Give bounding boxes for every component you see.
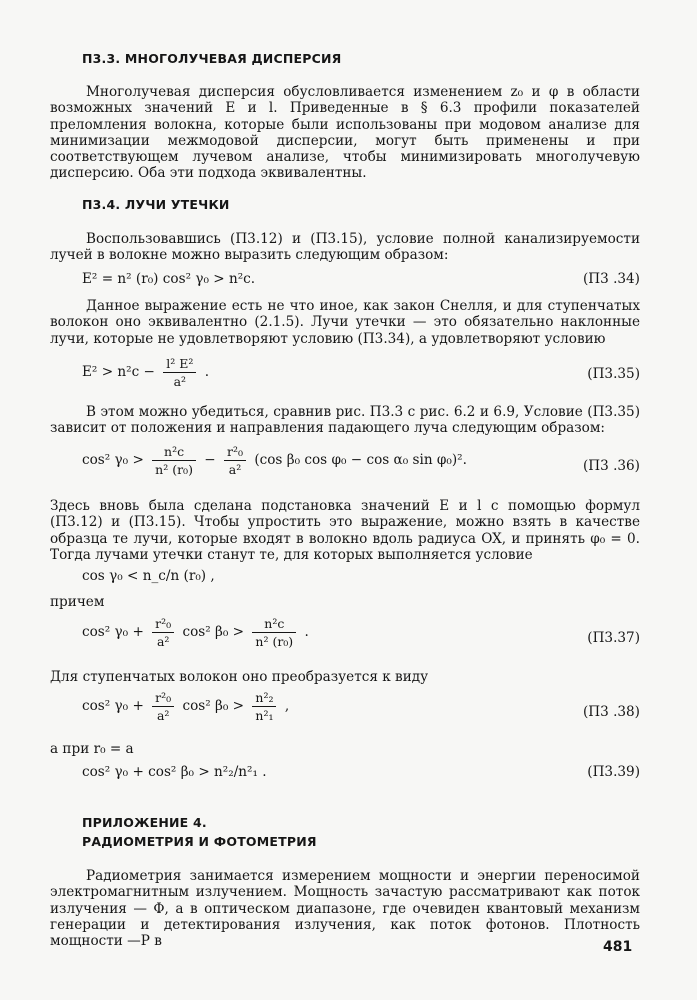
equation-number: (П3.37) — [587, 630, 640, 646]
equation-p3-38: cos² γ₀ + $\frac{\text{r²₀}}{\text{a²}}$ cos² β₀ > $\frac{\text{n²₂}}{\text{n²₁}}$ , (П3 .38) — [82, 690, 640, 723]
appendix-title-line2: РАДИОМЕТРИЯ И ФОТОМЕТРИЯ — [82, 834, 317, 849]
fraction: $\frac{\text{n²c}}{\text{n² (r₀)}}$ — [152, 444, 196, 477]
condition-a-pri: а при r₀ = a — [50, 741, 134, 757]
paragraph: Здесь вновь была сделана подстановка значений E и l с помощью формул (П3.12) и (П3.15). Чтобы упростить это выражение, можно взять в качестве образца те лучи, которые входят в волокно вдоль радиуса OX, и принять φ₀ = 0. Тогда лучами утечки станут те, для которых выполняется условие — [50, 498, 640, 563]
equation-number: (П3 .38) — [582, 704, 640, 720]
equation-p3-35: E² > n²c − $\frac{\text{l² E²}}{\text{a²}}$ . (П3.35) — [82, 356, 640, 389]
paragraph: Многолучевая дисперсия обусловливается изменением z₀ и φ в области возможных значений E и l. Приведенные в § 6.3 профили показателей преломления волокна, которые были использованы при модовом анализе для минимизации межмодовой дисперсии, могут быть применены и при соответствующем лучевом анализе, чтобы минимизировать многолучевую дисперсию. Оба эти подхода эквивалентны. — [50, 84, 640, 182]
word-prichem: причем — [50, 594, 105, 610]
equation-number: (П3 .36) — [582, 458, 640, 474]
equation-p3-36: cos² γ₀ > $\frac{\text{n²c}}{\text{n² (r₀)}}$ − $\frac{\text{r²₀}}{\text{a²}}$ (cos β₀ cos φ₀ − cos α₀ sin φ₀)². (П3 .36) — [82, 444, 640, 477]
equation-expression: cos² γ₀ + cos² β₀ > n²₂/n²₁ . — [82, 764, 267, 780]
condition-line: cos γ₀ < n_c/n (r₀) , — [82, 568, 215, 584]
paragraph: Для ступенчатых волокон оно преобразуется к виду — [50, 669, 429, 685]
equation-expression: E² = n² (r₀) cos² γ₀ > n²c. — [82, 271, 256, 287]
paragraph: Данное выражение есть не что иное, как закон Снелля, и для ступенчатых волокон оно эквивалентно (2.1.5). Лучи утечки — это обязательно наклонные лучи, которые не удовлетворяют условию (П3.34), а удовлетворяют условию — [50, 298, 640, 347]
section-title-p3-3: П3.3. МНОГОЛУЧЕВАЯ ДИСПЕРСИЯ — [82, 51, 342, 66]
fraction: $\frac{\text{r²₀}}{\text{a²}}$ — [152, 690, 174, 723]
paragraph: В этом можно убедиться, сравнив рис. П3.3 с рис. 6.2 и 6.9, Условие (П3.35) зависит от положения и направления падающего луча следующим образом: — [50, 404, 640, 437]
fraction: $\frac{\text{l² E²}}{\text{a²}}$ — [163, 356, 196, 389]
page-number: 481 — [603, 939, 633, 955]
equation-number: (П3.39) — [587, 764, 640, 780]
fraction: $\frac{\text{n²c}}{\text{n² (r₀)}}$ — [252, 616, 296, 649]
paragraph: Радиометрия занимается измерением мощности и энергии переносимой электромагнитным излучением. Мощность зачастую рассматривают как поток излучения — Φ, а в оптическом диапазоне, где очевиден квантовый механизм генерации и детектирования излучения, как поток фотонов. Плотность мощности —P в — [50, 868, 640, 950]
fraction: $\frac{\text{r²₀}}{\text{a²}}$ — [224, 444, 246, 477]
equation-lhs: E² > n²c − — [82, 364, 155, 380]
fraction: $\frac{\text{r²₀}}{\text{a²}}$ — [152, 616, 174, 649]
equation-p3-37: cos² γ₀ + $\frac{\text{r²₀}}{\text{a²}}$ cos² β₀ > $\frac{\text{n²c}}{\text{n² (r₀)}}$ . (П3.37) — [82, 616, 640, 649]
fraction: $\frac{\text{n²₂}}{\text{n²₁}}$ — [252, 690, 276, 723]
paragraph: Воспользовавшись (П3.12) и (П3.15), условие полной канализируемости лучей в волокне можно выразить следующим образом: — [50, 231, 640, 264]
appendix-title-line1: ПРИЛОЖЕНИЕ 4. — [82, 815, 207, 830]
equation-number: (П3 .34) — [582, 271, 640, 287]
equation-number: (П3.35) — [587, 366, 640, 382]
section-title-p3-4: П3.4. ЛУЧИ УТЕЧКИ — [82, 197, 230, 212]
